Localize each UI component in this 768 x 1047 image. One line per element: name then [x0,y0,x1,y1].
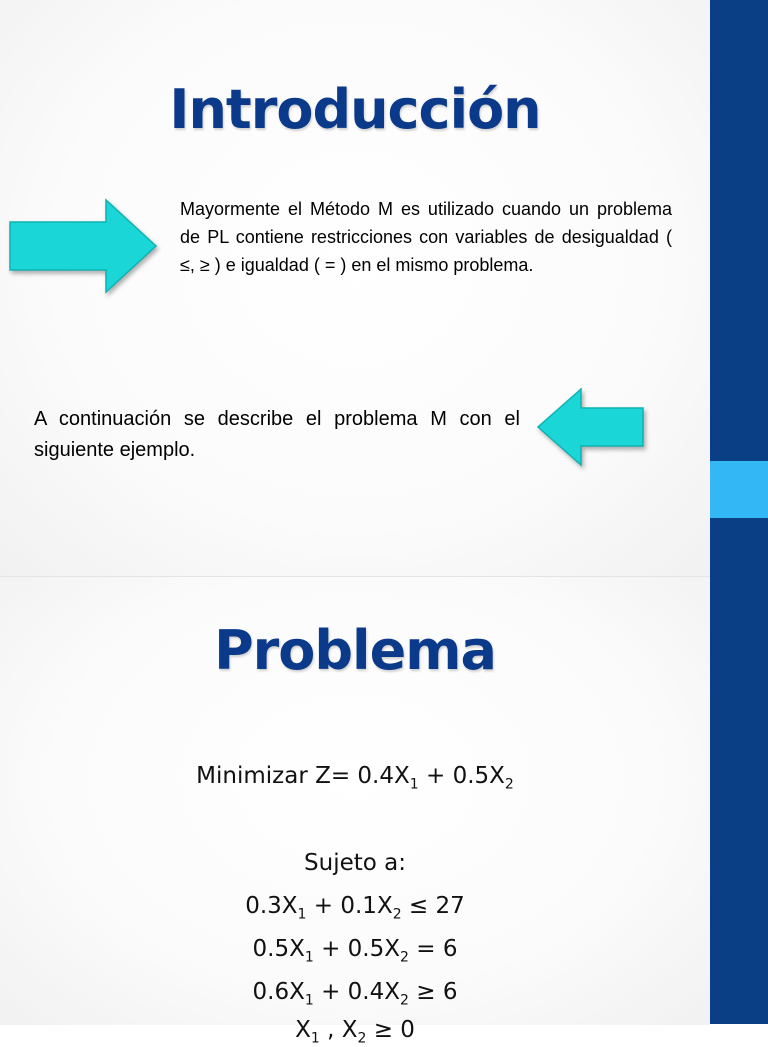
constraint-2: $0.5X_1 + 0.5X_2 = 6$ [252,936,458,966]
objective-function: Minimizar $Z= 0.4X_1 + 0.5X_2$ [196,763,514,793]
intro-paragraph: Mayormente el Método M es utilizado cuando un problema de PL contiene restricciones con variables de desigualdad ( ≤, ≥ ) e igualdad ( = ) en el mismo problema. [180,199,672,275]
right-arrow-icon [6,196,158,296]
left-arrow-icon [535,386,647,468]
slide-problema [0,576,710,1047]
example-paragraph: A continuación se describe el problema M con el siguiente ejemplo. [34,408,520,461]
sidebar-accent [710,461,768,518]
subject-to-label: Sujeto a: [304,850,406,876]
constraint-1: $0.3X_1 + 0.1X_2 \le 27$ [245,893,465,923]
constraint-3: $0.6X_1 + 0.4X_2 \ge 6$ [252,979,458,1009]
constraint-nonnegativity: $X_1$ , $X_2 \ge 0$ [295,1017,415,1047]
slide-title: Problema [214,619,496,682]
slide-title: Introducción [169,78,541,141]
